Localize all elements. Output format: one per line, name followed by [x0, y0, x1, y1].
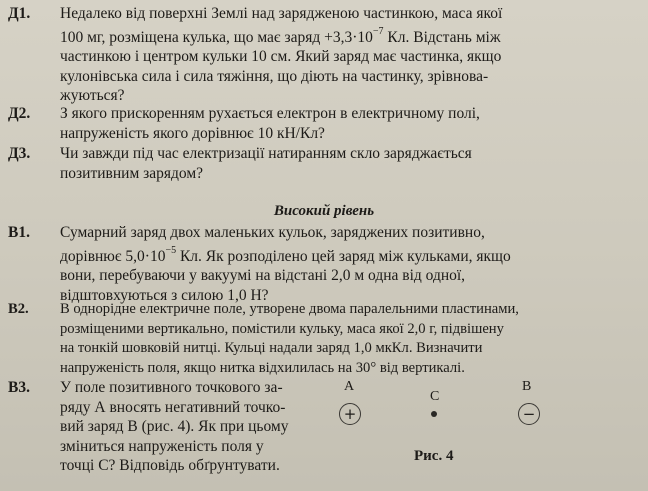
problem-line: Сумарний заряд двох маленьких кульок, заряджених позитивно, — [60, 224, 485, 241]
problem-line: напруженість якого дорівнює 10 кН/Кл? — [60, 124, 325, 142]
problem-number: В1. — [8, 224, 30, 241]
problem-line: В однорідне електричне поле, утворене двома паралельними пластинами, — [60, 301, 519, 317]
plus-sign: + — [343, 404, 357, 423]
problem-line-part: 100 мг, розміщена кулька, що має заряд +3,3·10 — [60, 28, 373, 46]
problem-number: Д2. — [8, 105, 31, 122]
label-a: A — [344, 379, 355, 394]
problem-b3 — [8, 378, 338, 476]
level-heading: Високий рівень — [273, 203, 375, 219]
problem-line: зміниться напруженість поля у — [60, 437, 264, 455]
problem-number: В2. — [8, 301, 29, 317]
problem-line: розміщеними вертикально, помістили кульку, маса якої 2,0 г, підвішену — [60, 320, 504, 337]
point-c-dot — [431, 411, 437, 417]
problem-d1 — [8, 4, 644, 106]
problem-b1 — [8, 223, 644, 305]
problem-number: Д1. — [8, 5, 31, 22]
problem-number: Д3. — [8, 145, 31, 162]
problem-line: напруженість поля, якщо нитка відхилилась на 30° від вертикалі. — [60, 359, 465, 376]
problem-line: відштовхуються з силою 1,0 Н? — [60, 286, 269, 304]
problem-line: З якого прискоренням рухається електрон в електричному полі, — [60, 105, 480, 122]
exponent: −7 — [372, 25, 384, 37]
problem-d3 — [8, 144, 644, 183]
problem-line: У поле позитивного точкового за- — [60, 379, 283, 396]
problem-number: В3. — [8, 379, 30, 396]
problem-line: на тонкій шовковій нитці. Кульці надали заряд 1,0 мкКл. Визначити — [60, 340, 483, 356]
problem-line: Недалеко від поверхні Землі над зарядженою частинкою, маса якої — [60, 5, 503, 22]
problem-b2 — [8, 300, 644, 378]
label-b: B — [522, 379, 532, 394]
problem-line-part: Кл. Як розподілено цей заряд між кульками, якщо — [179, 247, 511, 265]
problem-line: жуються? — [60, 87, 125, 105]
problem-line: позитивним зарядом? — [60, 164, 204, 182]
problem-line: вий заряд В (рис. 4). Як при цьому — [60, 418, 289, 435]
figure-caption: Рис. 4 — [414, 448, 454, 464]
problem-line: ряду А вносять негативний точко- — [60, 398, 286, 416]
problem-line: кулонівська сила і сила тяжіння, що діють на частинку, зрівнова- — [60, 67, 489, 85]
problem-line-part: дорівнює 5,0·10 — [60, 247, 166, 265]
problem-line: вони, перебуваючи у вакуумі на відстані 2,0 м одна від одної, — [60, 267, 466, 285]
problem-line — [8, 243, 644, 267]
positive-charge-icon — [339, 403, 361, 425]
problem-line: частинкою і центром кульки 10 см. Який заряд має частинка, якщо — [60, 48, 502, 66]
exponent: −5 — [165, 244, 177, 256]
problem-line: точці С? Відповідь обґрунтувати. — [60, 457, 280, 474]
label-c: C — [430, 389, 440, 404]
problem-d2 — [8, 104, 644, 143]
problem-line — [8, 24, 644, 48]
negative-charge-icon — [518, 403, 540, 425]
problem-line-part: Кл. Відстань між — [387, 28, 501, 46]
minus-sign: − — [522, 404, 536, 423]
problem-line: Чи завжди під час електризації натиранням скло заряджається — [60, 145, 472, 162]
